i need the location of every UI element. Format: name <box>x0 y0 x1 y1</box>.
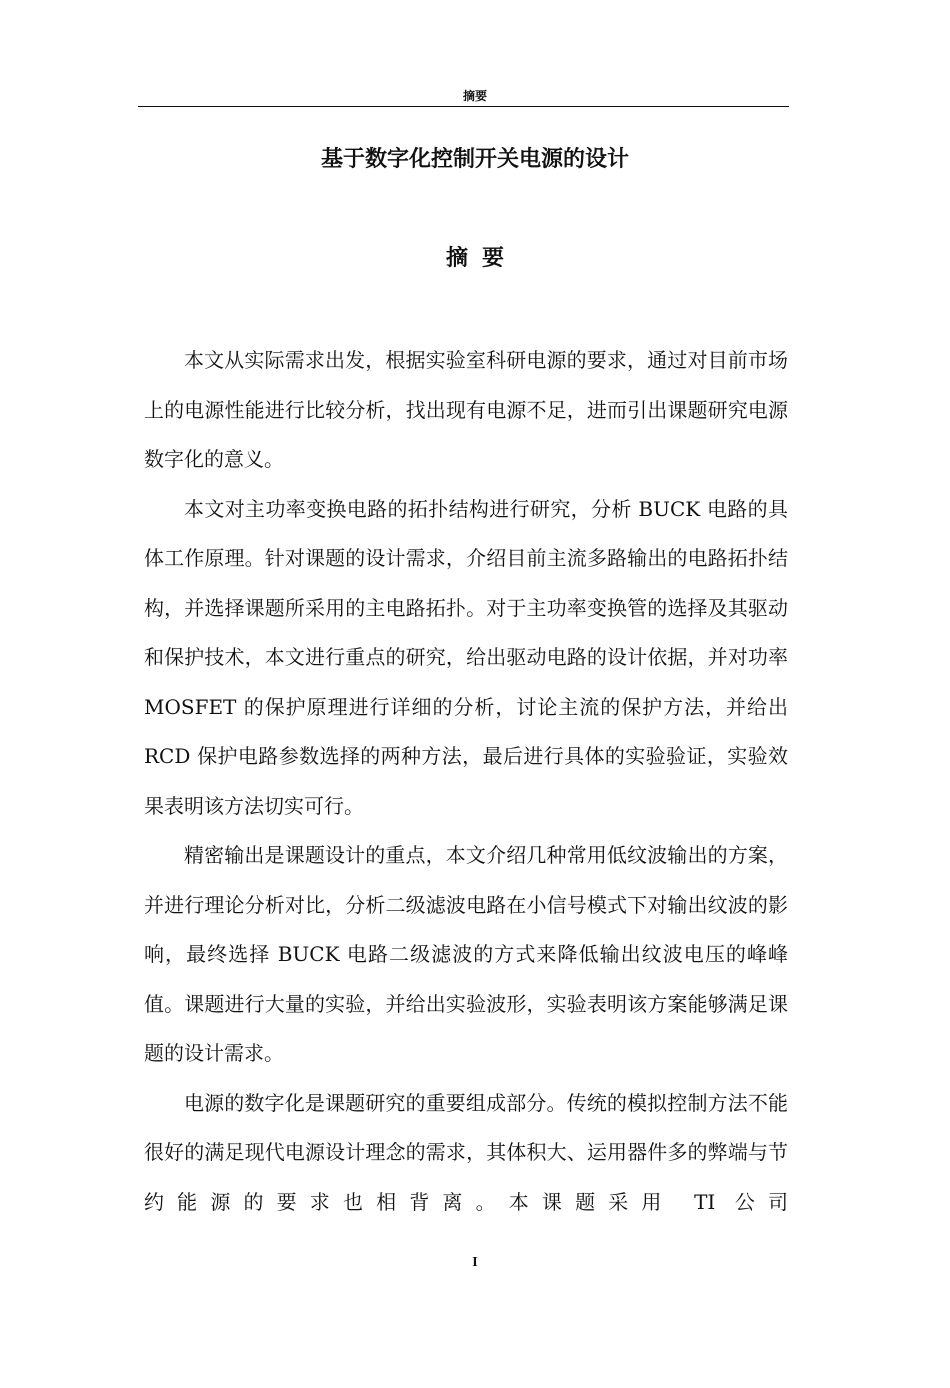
abstract-heading: 摘要 <box>445 246 518 271</box>
page-number: I <box>472 1255 478 1270</box>
header-rule <box>138 106 789 107</box>
document-title: 基于数字化控制开关电源的设计 <box>320 147 629 172</box>
abstract-body <box>144 336 788 1227</box>
abstract-paragraph-3: 精密输出是课题设计的重点，本文介绍几种常用低纹波输出的方案，并进行理论分析对比，分析二级滤波电路在小信号模式下对输出纹波的影响，最终选择 BUCK 电路二级滤波的方式来降低输出纹波电压的峰峰值。课题进行大量的实验，并给出实验波形，实验表明该方案能够满足课题的设计需求。 <box>144 843 788 1065</box>
abstract-paragraph-1: 本文从实际需求出发，根据实验室科研电源的要求，通过对目前市场上的电源性能进行比较分析，找出现有电源不足，进而引出课题研究电源数字化的意义。 <box>144 348 788 471</box>
abstract-paragraph-4: 电源的数字化是课题研究的重要组成部分。传统的模拟控制方法不能很好的满足现代电源设计理念的需求，其体积大、运用器件多的弊端与节约能源的要求也相背离。本课题采用 TI 公司 <box>144 1090 788 1214</box>
running-header: 摘要 <box>462 89 487 103</box>
abstract-paragraph-2: 本文对主功率变换电路的拓扑结构进行研究，分析 BUCK 电路的具体工作原理。针对课题的设计需求，介绍目前主流多路输出的电路拓扑结构，并选择课题所采用的主电路拓扑。对于主功率变换管的选择及其驱动和保护技术，本文进行重点的研究，给出驱动电路的设计依据，并对功率 MOSFET 的保护原理进行详细的分析，讨论主流的保护方法，并给出 RCD 保护电路参数选择的两种方法，最后进行具体的实验验证，实验效果表明该方法切实可行。 <box>144 496 788 818</box>
